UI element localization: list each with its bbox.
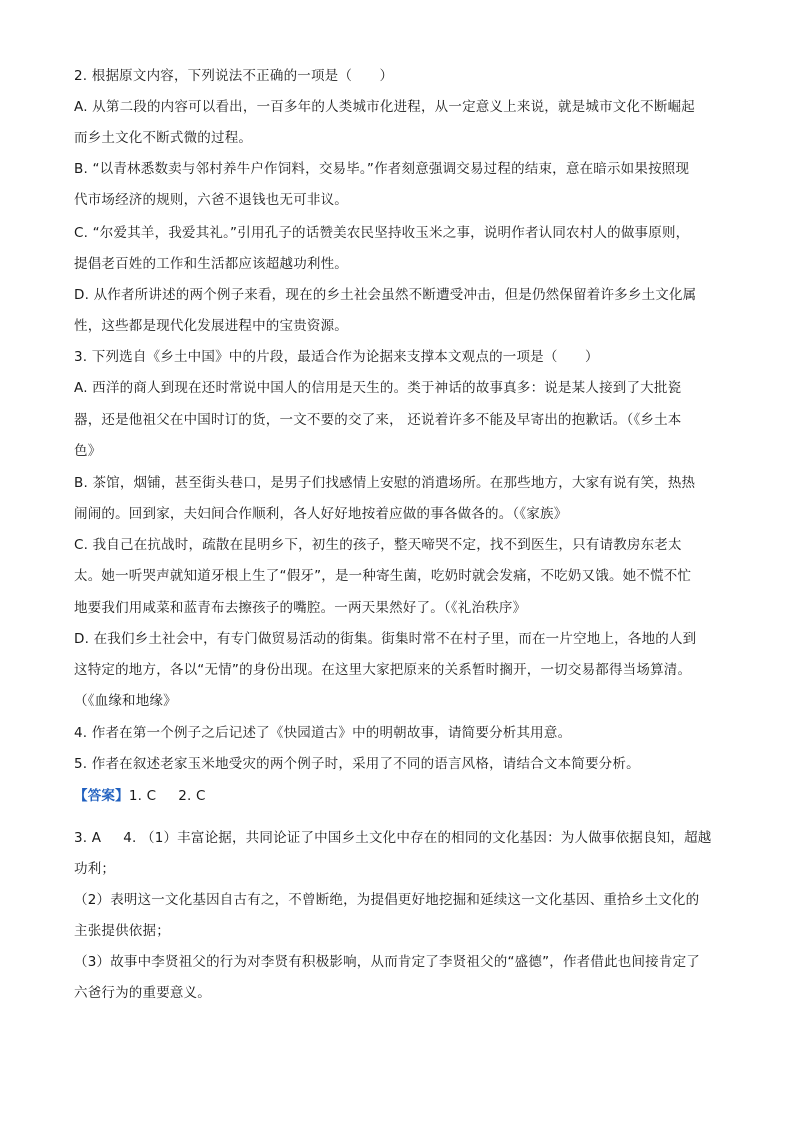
- q3-option-a-cont2: 色》: [74, 443, 102, 459]
- q3-option-d: D. 在我们乡土社会中，有专门做贸易活动的街集。街集时常不在村子里，而在一片空地上，各地的人到: [74, 631, 697, 647]
- q3-option-d-cont: 这特定的地方，各以“无情”的身份出现。在这里大家把原来的关系暂时搁开，一切交易都得当场算清。: [74, 662, 692, 678]
- answer-4-part-3-cont: 六爸行为的重要意义。: [74, 985, 211, 1001]
- answer-4-part-2: （2）表明这一文化基因自古有之，不曾断绝，为提倡更好地挖掘和延续这一文化基因、重拾乡土文化的: [74, 892, 700, 908]
- answer-tag: 【答案】: [74, 788, 129, 804]
- q2-option-c: C. “尔爱其羊，我爱其礼。”引用孔子的话赞美农民坚持收玉米之事，说明作者认同农村人的做事原则，: [74, 225, 690, 241]
- q2-option-c-cont: 提倡老百姓的工作和生活都应该超越功利性。: [74, 256, 348, 272]
- question-2-stem: 2. 根据原文内容，下列说法不正确的一项是（ ）: [74, 68, 394, 84]
- q2-option-b: B. “以青林悉数卖与邻村养牛户作饲料，交易毕。”作者刻意强调交易过程的结束，意在暗示如果按照现: [74, 161, 690, 177]
- q3-option-a: A. 西洋的商人到现在还时常说中国人的信用是天生的。类于神话的故事真多：说是某人接到了大批瓷: [74, 380, 682, 396]
- q2-option-d-cont: 性，这些都是现代化发展进程中的宝贵资源。: [74, 318, 348, 334]
- q3-option-c-cont2: 地要我们用咸菜和蓝青布去擦孩子的嘴腔。一两天果然好了。（《礼治秩序》: [74, 600, 527, 616]
- answer-line-1: [74, 786, 206, 806]
- question-5-stem: 5. 作者在叙述老家玉米地受灾的两个例子时，采用了不同的语言风格，请结合文本简要分析。: [74, 756, 640, 772]
- answer-4-part-1: 4. （1）丰富论据，共同论证了中国乡土文化中存在的相同的文化基因：为人做事依据良知，超越: [123, 830, 712, 846]
- answer-2: 2. C: [178, 788, 206, 804]
- answer-3: 3. A: [74, 830, 102, 846]
- q3-option-c: C. 我自己在抗战时，疏散在昆明乡下，初生的孩子，整天啼哭不定，找不到医生，只有请教房东老太: [74, 537, 682, 553]
- q2-option-b-cont: 代市场经济的规则，六爸不退钱也无可非议。: [74, 192, 348, 208]
- answer-4-part-2-cont: 主张提供依据；: [74, 923, 170, 939]
- answer-line-2: [74, 828, 711, 848]
- question-3-stem: 3. 下列选自《乡土中国》中的片段，最适合作为论据来支撑本文观点的一项是（ ）: [74, 349, 599, 365]
- q2-option-d: D. 从作者所讲述的两个例子来看，现在的乡土社会虽然不断遭受冲击，但是仍然保留着许多乡土文化属: [74, 287, 697, 303]
- answer-4-part-3: （3）故事中李贤祖父的行为对李贤有积极影响，从而肯定了李贤祖父的“盛德”，作者借此也间接肯定了: [74, 954, 700, 970]
- q2-option-a-cont: 而乡土文化不断式微的过程。: [74, 130, 253, 146]
- answer-1: 1. C: [128, 788, 157, 804]
- answer-4-part-1-cont: 功利；: [74, 861, 116, 877]
- q3-option-a-cont: 器，还是他祖父在中国时订的货，一文不要的交了来， 还说着许多不能及早寄出的抱歉话。（《乡土本: [74, 412, 682, 428]
- q3-option-d-cont2: （《血缘和地缘》: [74, 693, 177, 709]
- q2-option-a: A. 从第二段的内容可以看出，一百多年的人类城市化进程，从一定意义上来说，就是城市文化不断崛起: [74, 99, 695, 115]
- q3-option-c-cont: 太。她一听哭声就知道牙根上生了“假牙”，是一种寄生菌，吃奶时就会发痛，不吃奶又饿。她不慌不忙: [74, 568, 692, 584]
- question-4-stem: 4. 作者在第一个例子之后记述了《快园道古》中的明朝故事，请简要分析其用意。: [74, 725, 572, 741]
- q3-option-b-cont: 闹闹的。回到家，夫妇间合作顺利，各人好好地按着应做的事各做各的。（《家族》: [74, 506, 568, 522]
- q3-option-b: B. 茶馆，烟铺，甚至街头巷口，是男子们找感情上安慰的消遣场所。在那些地方，大家有说有笑，热热: [74, 475, 696, 491]
